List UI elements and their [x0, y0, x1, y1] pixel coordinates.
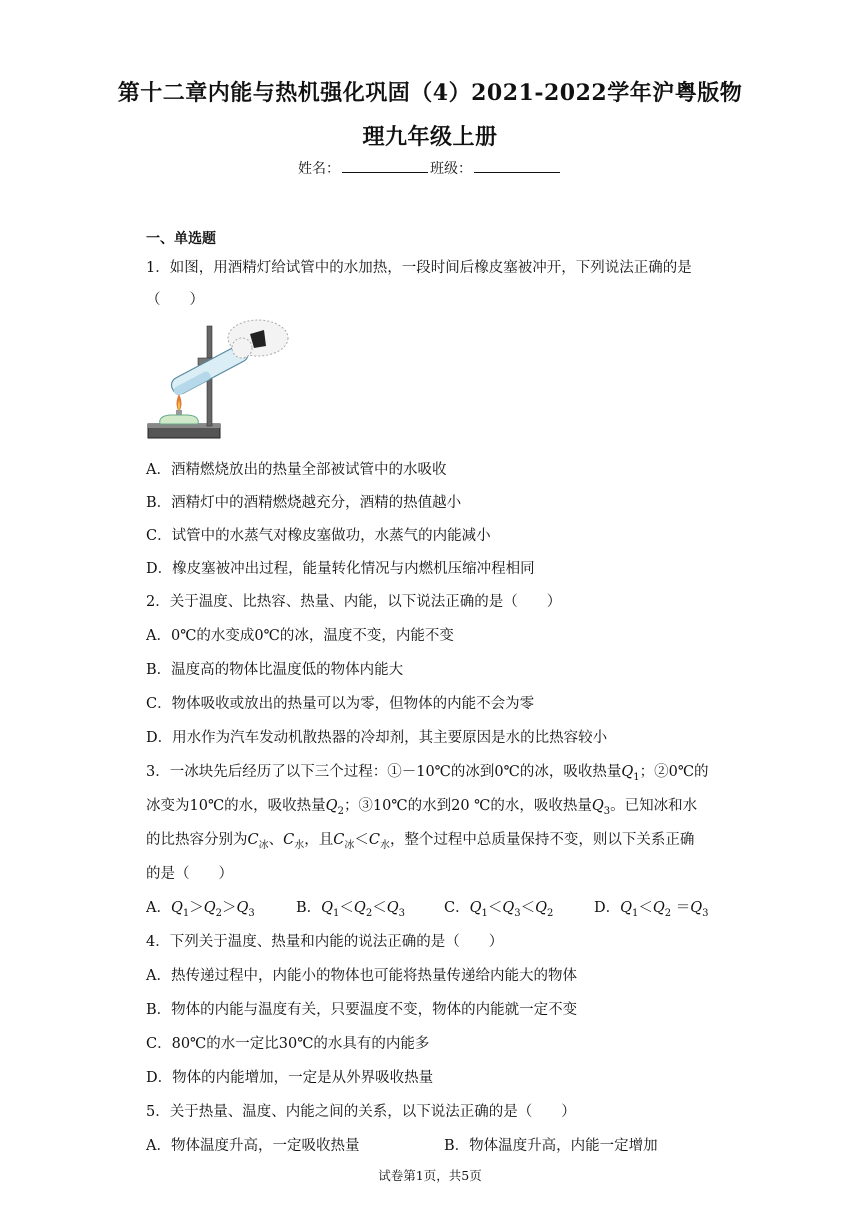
q4-option-b: B．物体的内能与温度有关，只要温度不变，物体的内能就一定不变 — [146, 1002, 578, 1018]
q5-option-a: A．物体温度升高，一定吸收热量 — [146, 1138, 360, 1154]
q5-stem: 5．关于热量、温度、内能之间的关系，以下说法正确的是（ ） — [146, 1104, 576, 1120]
q2-option-d: D．用水作为汽车发动机散热器的冷却剂，其主要原因是水的比热容较小 — [146, 730, 608, 746]
name-label: 姓名： — [298, 161, 340, 177]
alcohol-lamp-test-tube-figure — [146, 316, 292, 448]
q3-stem-line-4: 的是（ ） — [146, 866, 233, 882]
q3-stem-line-1: 3．一冰块先后经历了以下三个过程：①－10℃的冰到0℃的冰，吸收热量$Q_1$；②0℃的 — [146, 764, 709, 783]
q4-option-c: C．80℃的水一定比30℃的水具有的内能多 — [146, 1036, 430, 1052]
student-info-line — [0, 158, 860, 178]
q2-option-a: A．0℃的水变成0℃的冰，温度不变，内能不变 — [146, 628, 454, 644]
class-label: 班级： — [430, 161, 472, 177]
q4-option-d: D．物体的内能增加，一定是从外界吸收热量 — [146, 1070, 434, 1086]
q5-option-b: B．物体温度升高，内能一定增加 — [444, 1138, 658, 1154]
title-line-2: 理九年级上册 — [362, 124, 498, 150]
q2-stem: 2．关于温度、比热容、热量、内能，以下说法正确的是（ ） — [146, 594, 562, 610]
name-blank[interactable] — [342, 160, 428, 173]
q3-stem-line-2: 冰变为10℃的水，吸收热量$Q_2$；③10℃的水到20 ℃的水，吸收热量$Q_3$。已知冰和水 — [146, 798, 698, 817]
q1-option-d: D．橡皮塞被冲出过程，能量转化情况与内燃机压缩冲程相同 — [146, 561, 535, 577]
q3-option-d: D．$Q_1<Q_2 =Q_3$ — [594, 900, 709, 919]
q4-stem: 4．下列关于温度、热量和内能的说法正确的是（ ） — [146, 934, 504, 950]
title-line-1: 第十二章内能与热机强化巩固（4）2021-2022学年沪粤版物 — [117, 80, 743, 106]
q3-option-b: B．$Q_1<Q_2<Q_3$ — [296, 900, 405, 919]
q1-option-b: B．酒精灯中的酒精燃烧越充分，酒精的热值越小 — [146, 495, 462, 511]
q1-stem-line-2: （ ） — [146, 292, 204, 308]
q3-option-a: A．$Q_1>Q_2>Q_3$ — [146, 900, 255, 919]
q1-option-a: A．酒精燃烧放出的热量全部被试管中的水吸收 — [146, 462, 447, 478]
q3-option-c: C．$Q_1<Q_3<Q_2$ — [444, 900, 554, 919]
page-footer: 试卷第1页，共5页 — [378, 1168, 482, 1183]
q1-option-c: C．试管中的水蒸气对橡皮塞做功，水蒸气的内能减小 — [146, 528, 491, 544]
q4-option-a: A．热传递过程中，内能小的物体也可能将热量传递给内能大的物体 — [146, 968, 577, 984]
q2-option-c: C．物体吸收或放出的热量可以为零，但物体的内能不会为零 — [146, 696, 535, 712]
section-heading: 一、单选题 — [146, 231, 216, 247]
class-blank[interactable] — [474, 160, 560, 173]
q3-stem-line-3: 的比热容分别为$C_冰$、$C_水$，且$C_冰<C_水$，整个过程中总质量保持不变，则以下关系正确 — [146, 832, 695, 851]
q1-stem-line-1: 1．如图，用酒精灯给试管中的水加热，一段时间后橡皮塞被冲开，下列说法正确的是 — [146, 260, 692, 276]
q2-option-b: B．温度高的物体比温度低的物体内能大 — [146, 662, 404, 678]
